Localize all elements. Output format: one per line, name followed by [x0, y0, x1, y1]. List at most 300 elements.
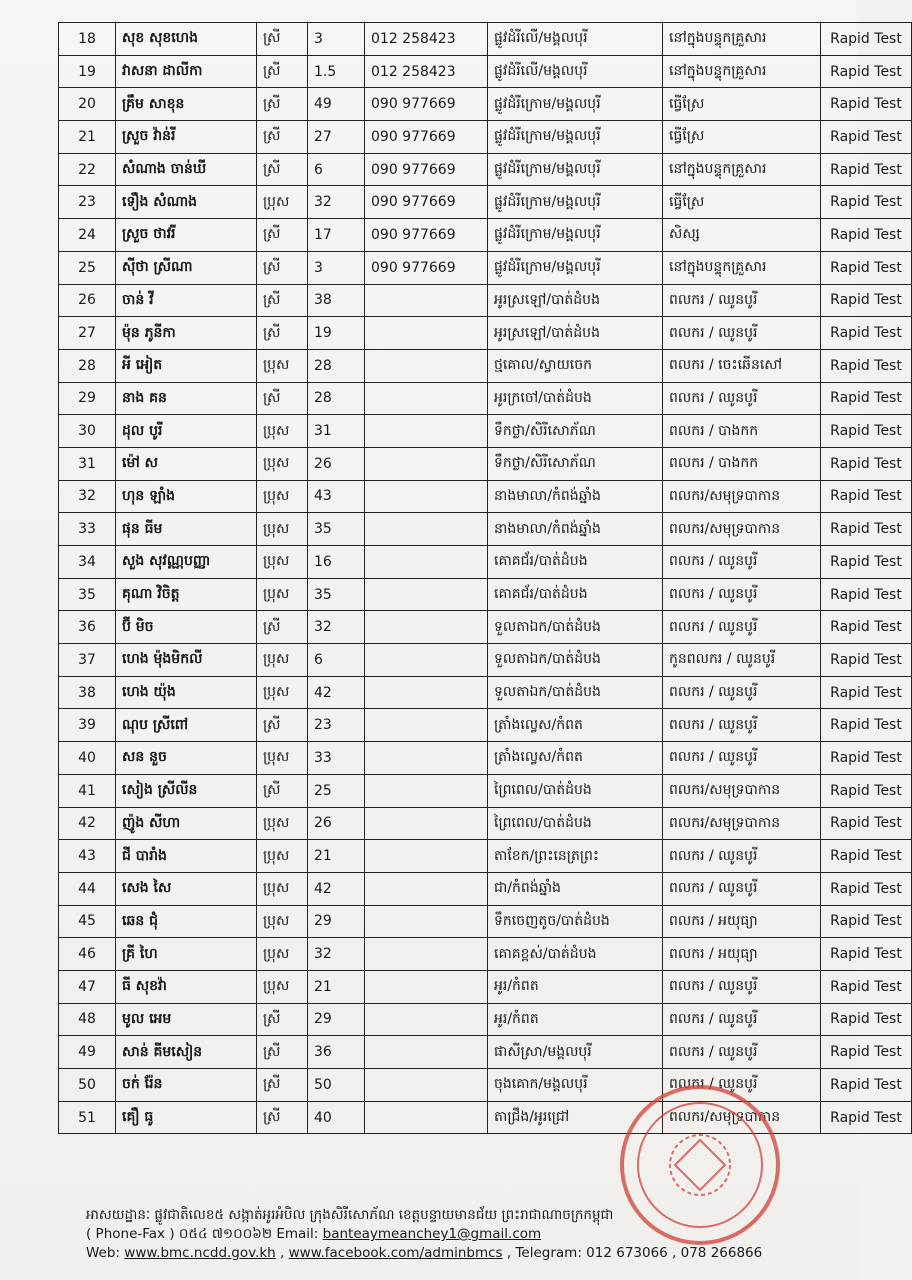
patient-age: 28 — [308, 349, 365, 382]
patient-address: អូរ/កំពត — [488, 1003, 663, 1036]
patient-sex: ប្រុស — [257, 186, 308, 219]
patient-occupation: ពលករ / អយុធ្យា — [663, 905, 821, 938]
patient-name: ហេង ម៉ុងមិកលី — [116, 644, 257, 677]
patient-sex: ស្រី — [257, 1069, 308, 1102]
row-number: 35 — [59, 578, 116, 611]
patient-name: សេង សៃ — [116, 872, 257, 905]
patient-name: ណុប ស្រីពៅ — [116, 709, 257, 742]
patient-name: ធី សុខវ៉ា — [116, 970, 257, 1003]
patient-occupation: ពលករ/សមុទ្របាកាន — [663, 480, 821, 513]
patient-name: គឿ ធូ — [116, 1101, 257, 1134]
test-type: Rapid Test — [821, 742, 912, 775]
row-number: 46 — [59, 938, 116, 971]
patient-occupation: ពលករ/សមុទ្របាកាន — [663, 513, 821, 546]
test-type: Rapid Test — [821, 774, 912, 807]
patient-address: នាងមាលា/កំពង់ឆ្នាំង — [488, 513, 663, 546]
test-type: Rapid Test — [821, 513, 912, 546]
patient-occupation: នៅក្នុងបន្ទុកគ្រួសារ — [663, 153, 821, 186]
patient-address: ផ្លូវដំរីក្រោម/មង្គលបុរី — [488, 153, 663, 186]
row-number: 38 — [59, 676, 116, 709]
patient-sex: ប្រុស — [257, 349, 308, 382]
patient-occupation: ពលករ / ឈូនបូរី — [663, 676, 821, 709]
table-row — [59, 611, 912, 644]
patient-occupation: ពលករ / ឈូនបូរី — [663, 546, 821, 579]
row-number: 47 — [59, 970, 116, 1003]
test-type: Rapid Test — [821, 905, 912, 938]
patient-phone — [365, 1069, 488, 1102]
patient-phone: 012 258423 — [365, 23, 488, 56]
patient-age: 21 — [308, 840, 365, 873]
row-number: 44 — [59, 872, 116, 905]
patient-name: ហេង យ៉ុង — [116, 676, 257, 709]
row-number: 25 — [59, 251, 116, 284]
table-row — [59, 349, 912, 382]
patient-name: គុណា វិចិត្ត — [116, 578, 257, 611]
row-number: 32 — [59, 480, 116, 513]
patient-age: 42 — [308, 872, 365, 905]
patient-address: ទួលតាឯក/បាត់ដំបង — [488, 644, 663, 677]
footer-website-link[interactable]: www.bmc.ncdd.gov.kh — [124, 1245, 276, 1261]
table-row — [59, 807, 912, 840]
patient-phone — [365, 676, 488, 709]
patient-sex: ស្រី — [257, 774, 308, 807]
row-number: 42 — [59, 807, 116, 840]
footer-telegram: Telegram: 012 673066 , 078 266866 — [515, 1245, 763, 1261]
patient-sex: ស្រី — [257, 121, 308, 154]
table-row — [59, 709, 912, 742]
patient-name: សាន់ គីមសៀន — [116, 1036, 257, 1069]
patient-sex: ប្រុស — [257, 840, 308, 873]
table-row — [59, 1101, 912, 1134]
patient-age: 28 — [308, 382, 365, 415]
patient-phone: 012 258423 — [365, 55, 488, 88]
test-type: Rapid Test — [821, 611, 912, 644]
patient-address: ទឹកចេញតូច/បាត់ដំបង — [488, 905, 663, 938]
patient-name: សុខ សុខហេង — [116, 23, 257, 56]
patient-phone — [365, 905, 488, 938]
row-number: 27 — [59, 317, 116, 350]
patient-occupation: ពលករ / ឈូនបូរី — [663, 317, 821, 350]
patient-sex: ស្រី — [257, 317, 308, 350]
patient-phone — [365, 611, 488, 644]
table-row — [59, 251, 912, 284]
patient-sex: ស្រី — [257, 153, 308, 186]
patient-name: ដុល បូរី — [116, 415, 257, 448]
patient-address: ជា/កំពង់ឆ្នាំង — [488, 872, 663, 905]
patient-occupation: ពលករ / បាងកក — [663, 447, 821, 480]
patient-age: 6 — [308, 644, 365, 677]
patient-name: ប៊ី មិច — [116, 611, 257, 644]
patient-age: 27 — [308, 121, 365, 154]
test-type: Rapid Test — [821, 578, 912, 611]
patient-address: ព្រៃពេល/បាត់ដំបង — [488, 774, 663, 807]
table-row — [59, 317, 912, 350]
patient-phone: 090 977669 — [365, 219, 488, 252]
patient-name: ចក់ រ៉ែន — [116, 1069, 257, 1102]
patient-name: អី អៀត — [116, 349, 257, 382]
patient-occupation: ពលករ / ឈូនបូរី — [663, 970, 821, 1003]
patient-phone — [365, 774, 488, 807]
patient-occupation: ពលករ / អយុធ្យា — [663, 938, 821, 971]
patient-occupation: ពលករ / ឈូនបូរី — [663, 1003, 821, 1036]
patient-age: 35 — [308, 578, 365, 611]
patient-sex: ស្រី — [257, 23, 308, 56]
row-number: 43 — [59, 840, 116, 873]
table-row — [59, 644, 912, 677]
table-row — [59, 970, 912, 1003]
patient-sex: ប្រុស — [257, 644, 308, 677]
table-row — [59, 513, 912, 546]
footer-web: Web: www.bmc.ncdd.gov.kh , www.facebook.com/adminbmcs , Telegram: 012 673066 , 078 266866 — [86, 1245, 763, 1261]
patient-age: 1.5 — [308, 55, 365, 88]
patient-address: គោគខ្ពស់/បាត់ដំបង — [488, 938, 663, 971]
table-row — [59, 872, 912, 905]
letterhead-footer — [86, 1206, 846, 1263]
patient-name: នាង គន — [116, 382, 257, 415]
patient-occupation: ពលករ / ឈូនបូរី — [663, 578, 821, 611]
patient-address: ផ្លូវដំរីលើ/មង្គលបុរី — [488, 55, 663, 88]
patient-age: 40 — [308, 1101, 365, 1134]
patient-occupation: ពលករ / ឈូនបូរី — [663, 1069, 821, 1102]
patient-phone — [365, 872, 488, 905]
patient-occupation: ពលករ/សមុទ្របាកាន — [663, 807, 821, 840]
table-row — [59, 382, 912, 415]
patient-age: 32 — [308, 611, 365, 644]
patient-phone: 090 977669 — [365, 153, 488, 186]
table-row — [59, 774, 912, 807]
patient-phone — [365, 970, 488, 1003]
patient-address: គោគជ័រ/បាត់ដំបង — [488, 578, 663, 611]
patient-age: 16 — [308, 546, 365, 579]
table-row — [59, 121, 912, 154]
patient-sex: ស្រី — [257, 1036, 308, 1069]
patient-roster-table — [58, 22, 912, 1134]
patient-sex: ស្រី — [257, 55, 308, 88]
test-type: Rapid Test — [821, 1003, 912, 1036]
patient-phone — [365, 317, 488, 350]
patient-occupation: កូនពលករ / ឈូនបូរី — [663, 644, 821, 677]
patient-sex: ស្រី — [257, 709, 308, 742]
patient-sex: ប្រុស — [257, 676, 308, 709]
patient-phone — [365, 382, 488, 415]
row-number: 21 — [59, 121, 116, 154]
patient-sex: ប្រុស — [257, 938, 308, 971]
patient-age: 50 — [308, 1069, 365, 1102]
patient-name: សន នួច — [116, 742, 257, 775]
test-type: Rapid Test — [821, 251, 912, 284]
patient-age: 42 — [308, 676, 365, 709]
patient-occupation: ធ្វើស្រែ — [663, 186, 821, 219]
patient-sex: ប្រុស — [257, 546, 308, 579]
patient-occupation: ធ្វើស្រែ — [663, 88, 821, 121]
patient-address: ចុងគោក/មង្គលបុរី — [488, 1069, 663, 1102]
patient-address: គោគជ័រ/បាត់ដំបង — [488, 546, 663, 579]
patient-name: ឆេន ជុំ — [116, 905, 257, 938]
patient-address: តាខែក/ព្រះនេត្រព្រះ — [488, 840, 663, 873]
table-row — [59, 1003, 912, 1036]
test-type: Rapid Test — [821, 676, 912, 709]
row-number: 22 — [59, 153, 116, 186]
patient-phone — [365, 349, 488, 382]
patient-name: គ្រឹម សាខុន — [116, 88, 257, 121]
patient-address: ទឹកថ្លា/សិរីសោភ័ណ — [488, 447, 663, 480]
test-type: Rapid Test — [821, 447, 912, 480]
table-row — [59, 219, 912, 252]
patient-address: ផ្លូវដំរីក្រោម/មង្គលបុរី — [488, 219, 663, 252]
patient-age: 25 — [308, 774, 365, 807]
patient-occupation: ពលករ / ឈូនបូរី — [663, 742, 821, 775]
patient-phone — [365, 709, 488, 742]
patient-age: 21 — [308, 970, 365, 1003]
test-type: Rapid Test — [821, 1101, 912, 1134]
patient-name: គ្រី ហៃ — [116, 938, 257, 971]
patient-occupation: ពលករ / ឈូនបូរី — [663, 840, 821, 873]
test-type: Rapid Test — [821, 1069, 912, 1102]
row-number: 29 — [59, 382, 116, 415]
test-type: Rapid Test — [821, 970, 912, 1003]
patient-address: អូរស្រឡៅ/បាត់ដំបង — [488, 284, 663, 317]
table-row — [59, 447, 912, 480]
patient-age: 6 — [308, 153, 365, 186]
patient-age: 43 — [308, 480, 365, 513]
patient-sex: ស្រី — [257, 251, 308, 284]
patient-age: 35 — [308, 513, 365, 546]
patient-age: 29 — [308, 1003, 365, 1036]
test-type: Rapid Test — [821, 1036, 912, 1069]
patient-name: វាសនា ដាលីកា — [116, 55, 257, 88]
patient-name: សួង សុវណ្ណបញ្ញា — [116, 546, 257, 579]
patient-occupation: ពលករ/សមុទ្របាកាន — [663, 1101, 821, 1134]
patient-age: 32 — [308, 186, 365, 219]
footer-address: អាសយដ្ឋានៈ ផ្លូវជាតិលេខ៥ សង្កាត់អូរអំបិល ក្រុងសិរីសោភ័ណ ខេត្តបន្ទាយមានជ័យ ព្រះរាជាណាចក្រកម្ពុជា — [86, 1207, 614, 1223]
row-number: 18 — [59, 23, 116, 56]
patient-occupation: ពលករ / ឈូនបូរី — [663, 872, 821, 905]
patient-sex: ប្រុស — [257, 415, 308, 448]
table-row — [59, 153, 912, 186]
patient-age: 33 — [308, 742, 365, 775]
row-number: 24 — [59, 219, 116, 252]
patient-age: 26 — [308, 447, 365, 480]
patient-name: មូល អេម — [116, 1003, 257, 1036]
patient-age: 17 — [308, 219, 365, 252]
patient-address: ទួលតាឯក/បាត់ដំបង — [488, 676, 663, 709]
patient-name: ហុន ឡាំង — [116, 480, 257, 513]
patient-sex: ស្រី — [257, 1101, 308, 1134]
table-row — [59, 578, 912, 611]
patient-sex: ស្រី — [257, 611, 308, 644]
row-number: 48 — [59, 1003, 116, 1036]
patient-phone — [365, 1036, 488, 1069]
table-row — [59, 546, 912, 579]
table-row — [59, 88, 912, 121]
row-number: 50 — [59, 1069, 116, 1102]
patient-occupation: ពលករ / ឈូនបូរី — [663, 611, 821, 644]
patient-name: ម៉ុន ភូនីកា — [116, 317, 257, 350]
patient-sex: ប្រុស — [257, 578, 308, 611]
patient-occupation: ពលករ / ឈូនបូរី — [663, 709, 821, 742]
patient-address: ទឹកថ្លា/សិរីសោភ័ណ — [488, 415, 663, 448]
table-row — [59, 284, 912, 317]
table-row — [59, 186, 912, 219]
row-number: 19 — [59, 55, 116, 88]
patient-address: ត្រាំងល្វេស/កំពត — [488, 742, 663, 775]
patient-occupation: ធ្វើស្រែ — [663, 121, 821, 154]
patient-sex: ស្រី — [257, 1003, 308, 1036]
table-row — [59, 938, 912, 971]
footer-email-link[interactable]: banteaymeanchey1@gmail.com — [322, 1226, 542, 1242]
row-number: 33 — [59, 513, 116, 546]
patient-address: ផាសីស្រា/មង្គលបុរី — [488, 1036, 663, 1069]
table-row — [59, 742, 912, 775]
patient-age: 38 — [308, 284, 365, 317]
patient-sex: ស្រី — [257, 219, 308, 252]
table-row — [59, 480, 912, 513]
patient-sex: ស្រី — [257, 284, 308, 317]
patient-phone — [365, 644, 488, 677]
table-row — [59, 676, 912, 709]
patient-address: អូរ/កំពត — [488, 970, 663, 1003]
row-number: 45 — [59, 905, 116, 938]
test-type: Rapid Test — [821, 382, 912, 415]
table-row — [59, 1069, 912, 1102]
patient-sex: ប្រុស — [257, 742, 308, 775]
patient-occupation: នៅក្នុងបន្ទុកគ្រួសារ — [663, 55, 821, 88]
patient-occupation: ពលករ / បាងកក — [663, 415, 821, 448]
patient-name: ចាន់ វី — [116, 284, 257, 317]
row-number: 40 — [59, 742, 116, 775]
test-type: Rapid Test — [821, 807, 912, 840]
table-row — [59, 55, 912, 88]
patient-address: ផ្លូវដំរីលើ/មង្គលបុរី — [488, 23, 663, 56]
test-type: Rapid Test — [821, 415, 912, 448]
patient-address: តាជ្រឹង/អូរជ្រៅ — [488, 1101, 663, 1134]
patient-sex: ស្រី — [257, 382, 308, 415]
patient-sex: ប្រុស — [257, 905, 308, 938]
patient-phone — [365, 1003, 488, 1036]
patient-phone — [365, 938, 488, 971]
test-type: Rapid Test — [821, 317, 912, 350]
patient-address: ផ្លូវដំរីក្រោម/មង្គលបុរី — [488, 251, 663, 284]
patient-age: 26 — [308, 807, 365, 840]
patient-address: អូរក្រចៅ/បាត់ដំបង — [488, 382, 663, 415]
patient-phone: 090 977669 — [365, 186, 488, 219]
patient-sex: ស្រី — [257, 88, 308, 121]
patient-address: ថ្មគោល/ស្វាយចេក — [488, 349, 663, 382]
row-number: 41 — [59, 774, 116, 807]
patient-name: ស៊ីថា ស្រីណា — [116, 251, 257, 284]
patient-occupation: នៅក្នុងបន្ទុកគ្រួសារ — [663, 251, 821, 284]
patient-phone — [365, 1101, 488, 1134]
patient-occupation: ពលករ / ចេះឆើនសៅ — [663, 349, 821, 382]
patient-phone — [365, 807, 488, 840]
patient-name: ផុន ធីម — [116, 513, 257, 546]
patient-phone — [365, 840, 488, 873]
footer-facebook-link[interactable]: www.facebook.com/adminbmcs — [288, 1245, 503, 1261]
patient-phone — [365, 284, 488, 317]
patient-age: 49 — [308, 88, 365, 121]
test-type: Rapid Test — [821, 186, 912, 219]
footer-phone: ( Phone-Fax ) ០៥៤ ៧១០០៦២ Email: — [86, 1226, 319, 1242]
patient-age: 29 — [308, 905, 365, 938]
patient-address: ត្រាំងល្វេស/កំពត — [488, 709, 663, 742]
table-row — [59, 23, 912, 56]
patient-age: 23 — [308, 709, 365, 742]
patient-name: ជី បារាំង — [116, 840, 257, 873]
test-type: Rapid Test — [821, 840, 912, 873]
row-number: 26 — [59, 284, 116, 317]
row-number: 51 — [59, 1101, 116, 1134]
table-row — [59, 415, 912, 448]
patient-name: ញ៉ូង សីហា — [116, 807, 257, 840]
patient-name: សំណាង ចាន់ឃី — [116, 153, 257, 186]
test-type: Rapid Test — [821, 938, 912, 971]
test-type: Rapid Test — [821, 644, 912, 677]
row-number: 30 — [59, 415, 116, 448]
patient-name: សៀង ស្រីលីន — [116, 774, 257, 807]
patient-name: ទឿង សំណាង — [116, 186, 257, 219]
patient-address: ផ្លូវដំរីក្រោម/មង្គលបុរី — [488, 121, 663, 154]
roster-body — [59, 23, 912, 1134]
row-number: 39 — [59, 709, 116, 742]
patient-age: 31 — [308, 415, 365, 448]
patient-sex: ប្រុស — [257, 480, 308, 513]
patient-age: 3 — [308, 23, 365, 56]
footer-contact — [86, 1225, 846, 1244]
patient-address: ផ្លូវដំរីក្រោម/មង្គលបុរី — [488, 186, 663, 219]
patient-phone — [365, 447, 488, 480]
test-type: Rapid Test — [821, 546, 912, 579]
test-type: Rapid Test — [821, 153, 912, 186]
patient-phone — [365, 546, 488, 579]
patient-phone — [365, 513, 488, 546]
patient-address: នាងមាលា/កំពង់ឆ្នាំង — [488, 480, 663, 513]
row-number: 20 — [59, 88, 116, 121]
row-number: 37 — [59, 644, 116, 677]
patient-sex: ប្រុស — [257, 447, 308, 480]
test-type: Rapid Test — [821, 480, 912, 513]
patient-phone — [365, 480, 488, 513]
patient-age: 36 — [308, 1036, 365, 1069]
patient-sex: ប្រុស — [257, 513, 308, 546]
patient-age: 3 — [308, 251, 365, 284]
test-type: Rapid Test — [821, 219, 912, 252]
test-type: Rapid Test — [821, 23, 912, 56]
row-number: 31 — [59, 447, 116, 480]
row-number: 28 — [59, 349, 116, 382]
test-type: Rapid Test — [821, 349, 912, 382]
patient-address: ផ្លូវដំរីក្រោម/មង្គលបុរី — [488, 88, 663, 121]
row-number: 23 — [59, 186, 116, 219]
patient-address: ព្រៃពេល/បាត់ដំបង — [488, 807, 663, 840]
patient-sex: ប្រុស — [257, 872, 308, 905]
patient-age: 32 — [308, 938, 365, 971]
row-number: 36 — [59, 611, 116, 644]
patient-name: ស្រួច វ៉ាន់រី — [116, 121, 257, 154]
patient-age: 19 — [308, 317, 365, 350]
patient-phone — [365, 742, 488, 775]
test-type: Rapid Test — [821, 55, 912, 88]
table-row — [59, 905, 912, 938]
patient-phone: 090 977669 — [365, 251, 488, 284]
row-number: 49 — [59, 1036, 116, 1069]
patient-address: អូរស្រឡៅ/បាត់ដំបង — [488, 317, 663, 350]
patient-name: ស្រួច ថាវរី — [116, 219, 257, 252]
test-type: Rapid Test — [821, 284, 912, 317]
patient-name: ម៉ៅ ស — [116, 447, 257, 480]
footer-web-label: Web: — [86, 1245, 120, 1261]
patient-occupation: ពលករ/សមុទ្របាកាន — [663, 774, 821, 807]
test-type: Rapid Test — [821, 88, 912, 121]
